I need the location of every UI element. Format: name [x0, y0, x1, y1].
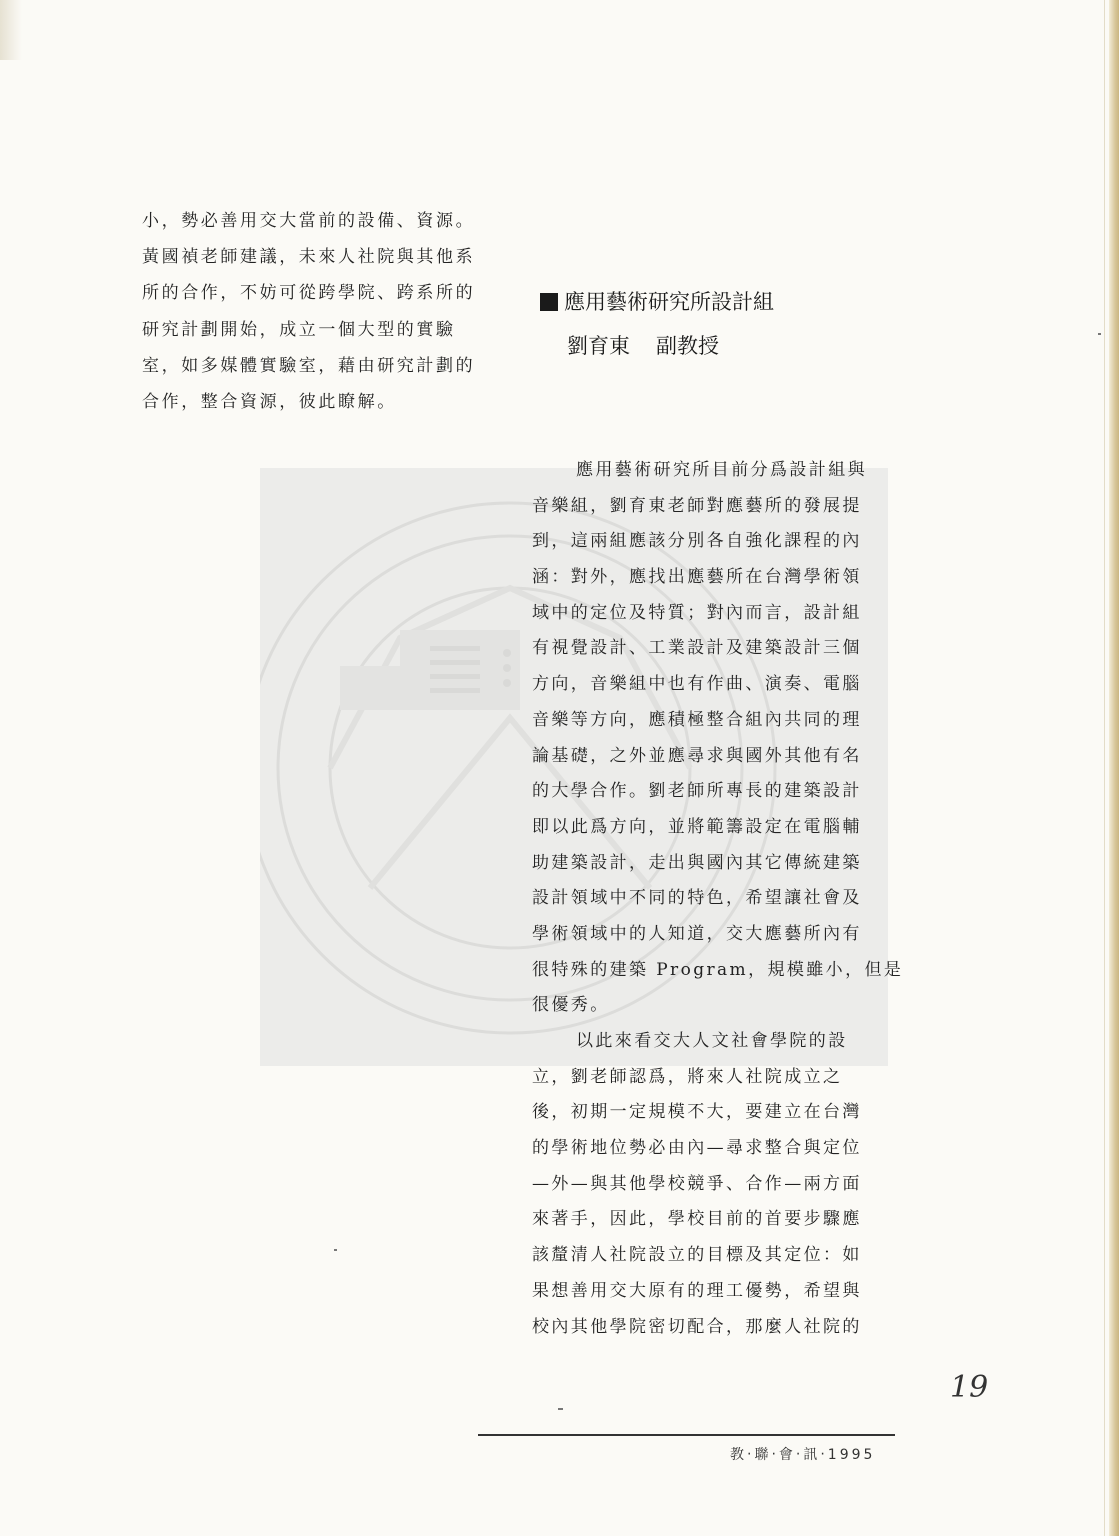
- text-line: 域中的定位及特質；對內而言，設計組: [532, 602, 862, 623]
- text-line: 黃國禎老師建議，未來人社院與其他系: [142, 247, 476, 268]
- text-line: 論基礎，之外並應尋求與國外其他有名: [532, 745, 862, 766]
- publication-footer: 教‧聯‧會‧訊‧1995: [730, 1447, 876, 1463]
- section-heading: [540, 286, 774, 316]
- text-line: 果想善用交大原有的理工優勢，希望與: [532, 1280, 862, 1301]
- text-line: 應用藝術研究所目前分爲設計組與: [576, 460, 867, 480]
- page-edge: [1109, 0, 1119, 1536]
- text-line: 的學術地位勢必由內—尋求整合與定位: [532, 1138, 862, 1159]
- text-line: 的大學合作。劉老師所專長的建築設計: [532, 781, 862, 802]
- text-line: 很優秀。: [532, 995, 610, 1016]
- text-line: 即以此爲方向，並將範籌設定在電腦輔: [532, 816, 862, 837]
- text-line: 合作，整合資源，彼此瞭解。: [142, 391, 397, 412]
- scan-speck: [558, 1408, 563, 1410]
- text-line: 涵：對外，應找出應藝所在台灣學術領: [532, 567, 862, 588]
- footer-divider: [478, 1434, 895, 1436]
- person-name: 劉育東: [567, 334, 630, 358]
- text-line: 有視覺設計、工業設計及建築設計三個: [532, 638, 862, 659]
- text-line: 該釐清人社院設立的目標及其定位：如: [532, 1245, 862, 1266]
- scan-shadow: [0, 0, 22, 60]
- text-line: 音樂等方向，應積極整合組內共同的理: [532, 709, 862, 730]
- person-title: 副教授: [656, 334, 719, 358]
- text-line: 後，初期一定規模不大，要建立在台灣: [532, 1102, 862, 1123]
- text-line: 學術領域中的人知道，交大應藝所內有: [532, 923, 862, 944]
- page-number: 19: [950, 1370, 989, 1405]
- text-line: 方向，音樂組中也有作曲、演奏、電腦: [532, 674, 862, 695]
- text-line: 立，劉老師認爲，將來人社院成立之: [532, 1066, 843, 1087]
- text-line: 校內其他學院密切配合，那麼人社院的: [532, 1316, 862, 1337]
- text-line: 研究計劃開始，成立一個大型的實驗: [142, 319, 456, 340]
- section-title: 應用藝術研究所設計組: [564, 290, 774, 314]
- text-line: 很特殊的建築 Program，規模雖小，但是: [532, 959, 904, 980]
- text-line: 來著手，因此，學校目前的首要步驟應: [532, 1209, 862, 1230]
- page-edge-line: [1104, 0, 1105, 1536]
- text-line: 所的合作，不妨可從跨學院、跨系所的: [142, 283, 476, 304]
- text-line: 設計領域中不同的特色，希望讓社會及: [532, 888, 862, 909]
- text-line: 室，如多媒體實驗室，藉由研究計劃的: [142, 355, 476, 376]
- left-column-text: [142, 203, 507, 420]
- text-line: 以此來看交大人文社會學院的設: [576, 1031, 848, 1051]
- square-bullet-icon: [540, 293, 558, 311]
- right-column-text: [532, 452, 904, 1344]
- scan-speck: [1098, 333, 1101, 335]
- section-byline: [567, 330, 719, 360]
- text-line: —外—與其他學校競爭、合作—兩方面: [532, 1173, 862, 1194]
- text-line: 音樂組，劉育東老師對應藝所的發展提: [532, 495, 862, 516]
- scan-speck: [334, 1249, 337, 1251]
- text-line: 到，這兩組應該分別各自強化課程的內: [532, 531, 862, 552]
- text-line: 助建築設計，走出與國內其它傳統建築: [532, 852, 862, 873]
- text-line: 小，勢必善用交大當前的設備、資源。: [142, 211, 476, 231]
